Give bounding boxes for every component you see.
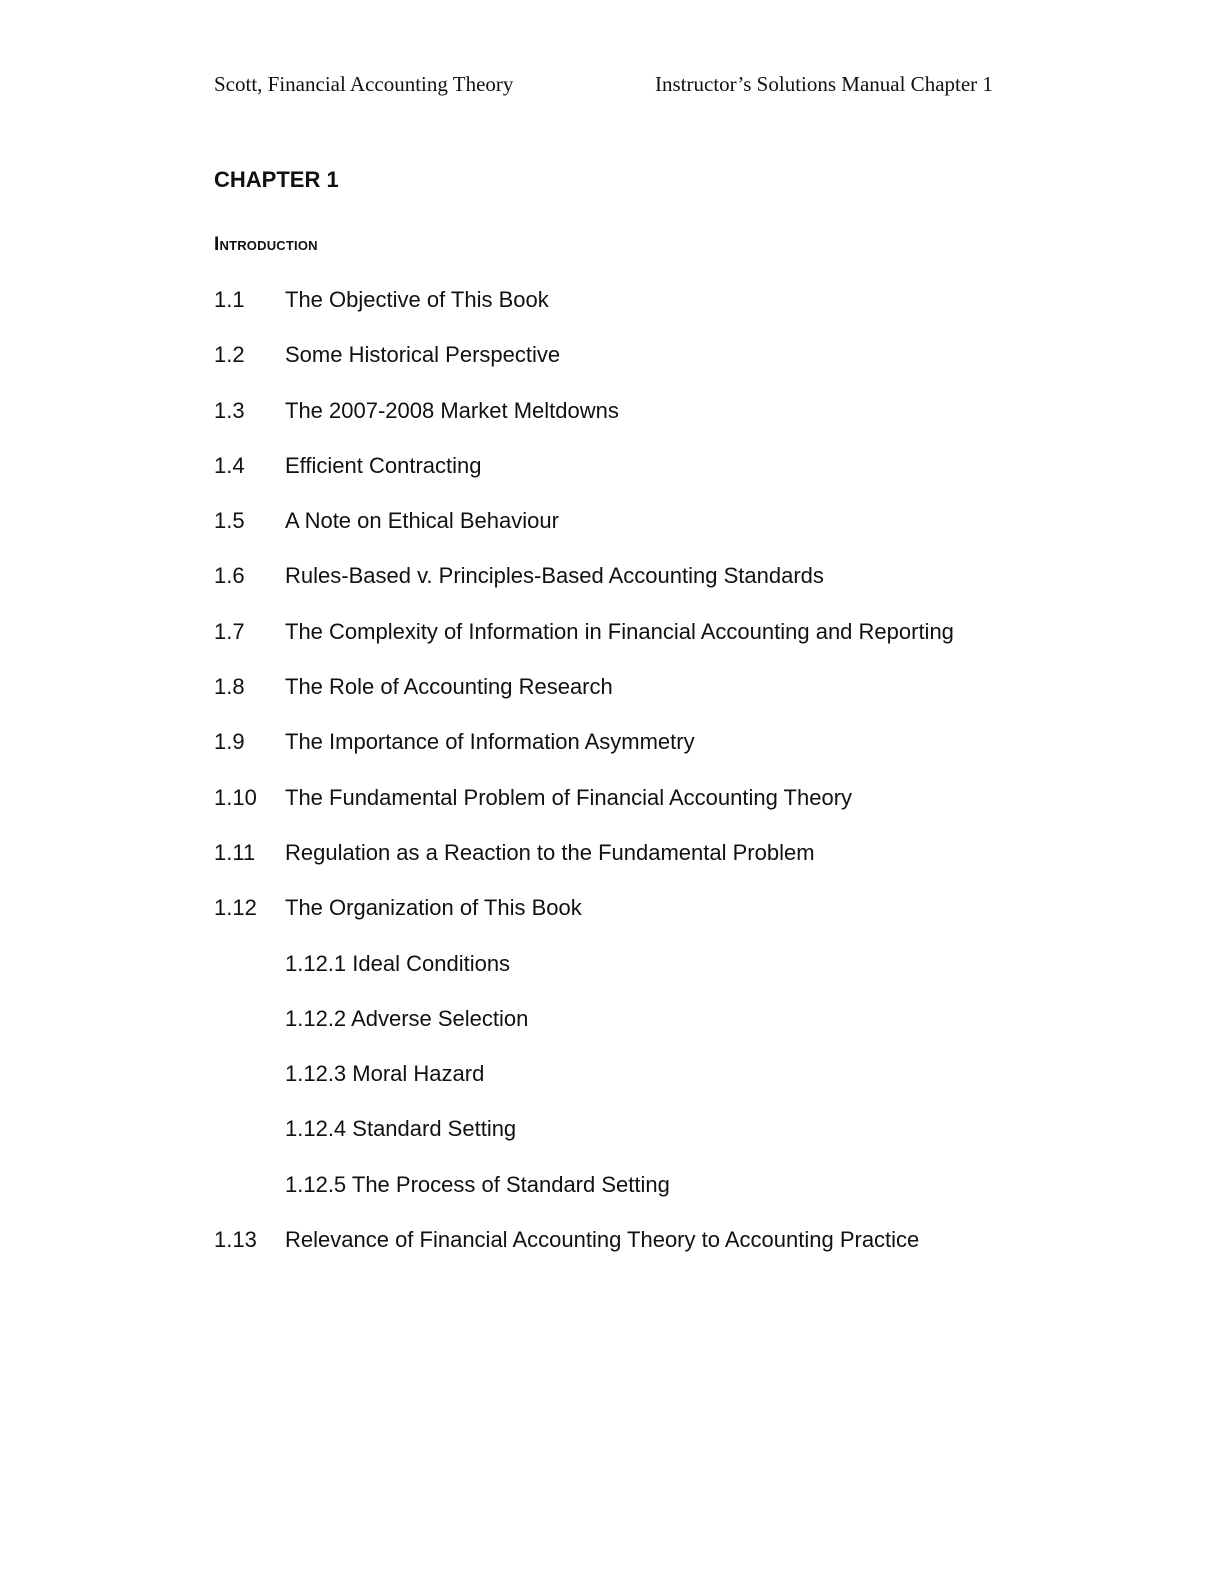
toc-item-title: The Objective of This Book [285,287,549,312]
toc-item-number: 1.4 [214,452,245,478]
toc-item-number: 1.3 [214,397,245,423]
toc-item-number: 1.1 [214,287,245,312]
toc-subitem-text: 1.12.3 Moral Hazard [285,1061,485,1087]
toc-subitem [214,1059,1114,1114]
toc-item [214,783,1114,838]
toc-item-title: The Role of Accounting Research [285,674,613,700]
running-header-left: Scott, Financial Accounting Theory [214,72,514,96]
toc-item [214,561,1114,616]
toc-item-number: 1.9 [214,729,245,755]
toc-item-number: 1.2 [214,342,245,368]
toc-item [214,617,1114,672]
toc-item [214,1225,1114,1280]
toc-item-title: Efficient Contracting [285,452,482,478]
toc-item [214,451,1114,506]
toc-item [214,285,1114,340]
toc-item-number: 1.10 [214,784,257,810]
toc-subitem-text: 1.12.1 Ideal Conditions [285,950,511,976]
toc-item-number: 1.6 [214,563,245,589]
toc-item [214,838,1114,893]
toc-item-title: The 2007-2008 Market Meltdowns [285,397,619,423]
section-heading: Introduction [214,234,318,255]
toc-item-number: 1.5 [214,508,245,534]
toc-item-number: 1.8 [214,674,245,700]
running-header-right: Instructor’s Solutions Manual Chapter 1 [655,72,993,96]
toc-subitem [214,1004,1114,1059]
toc-item-title: The Fundamental Problem of Financial Accounting Theory [285,784,853,810]
toc-item-number: 1.13 [214,1227,257,1253]
toc-subitem [214,1114,1114,1169]
toc-item-title: Relevance of Financial Accounting Theory to Accounting Practice [285,1227,920,1253]
toc-subitem [214,949,1114,1004]
toc-subitem [214,1170,1114,1225]
toc-item [214,893,1114,948]
chapter-title: CHAPTER 1 [214,167,339,192]
toc-subitem-text: 1.12.5 The Process of Standard Setting [285,1171,670,1197]
toc-item-title: The Organization of This Book [285,895,582,921]
toc-item [214,340,1114,395]
table-of-contents [214,285,1114,1280]
toc-item [214,727,1114,782]
toc-item [214,506,1114,561]
toc-item [214,396,1114,451]
toc-item-number: 1.11 [214,839,256,865]
toc-item-title: Some Historical Perspective [285,342,561,368]
toc-item-number: 1.12 [214,895,257,921]
toc-item-number: 1.7 [214,618,245,644]
toc-subitem-text: 1.12.2 Adverse Selection [285,1005,529,1031]
toc-item-title: The Importance of Information Asymmetry [285,729,695,755]
toc-item [214,672,1114,727]
toc-item-title: The Complexity of Information in Financial Accounting and Reporting [285,618,954,644]
toc-item-title: Regulation as a Reaction to the Fundamental Problem [285,839,815,865]
toc-item-title: Rules-Based v. Principles-Based Accounting Standards [285,563,824,589]
toc-item-title: A Note on Ethical Behaviour [285,508,559,534]
toc-subitem-text: 1.12.4 Standard Setting [285,1116,517,1142]
